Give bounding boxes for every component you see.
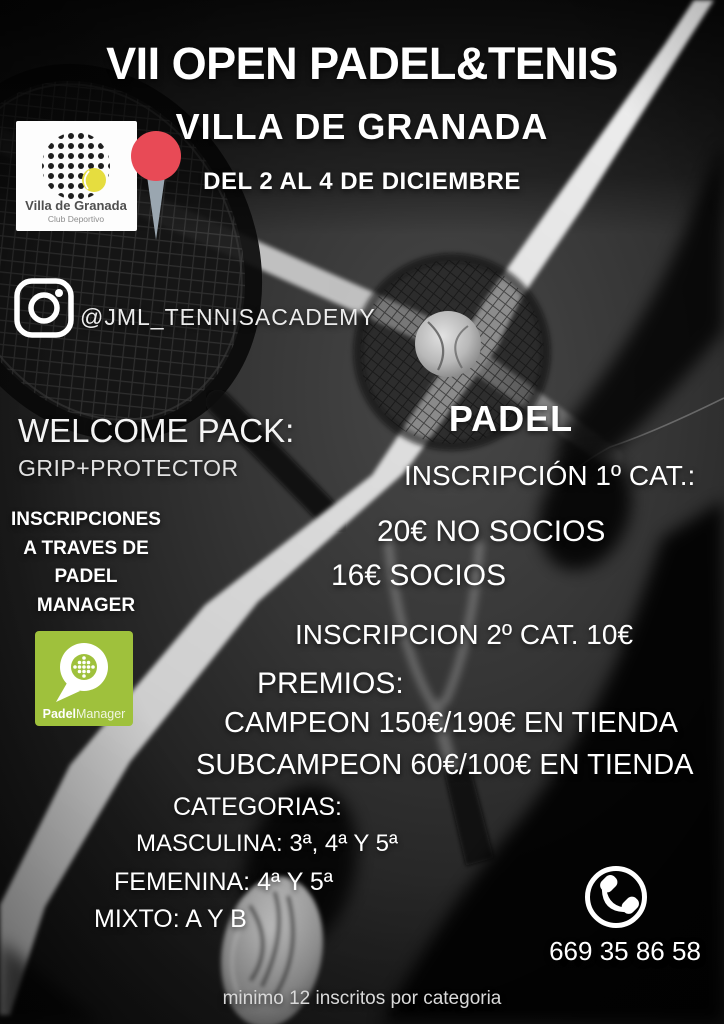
category-mixto: MIXTO: A Y B [94, 905, 247, 933]
category-femenina: FEMENINA: 4ª Y 5ª [114, 868, 334, 896]
inscriptions-note-line: PADEL [54, 566, 118, 587]
footer-note: minimo 12 inscritos por categoria [222, 988, 502, 1009]
poster-dates: DEL 2 AL 4 DE DICIEMBRE [203, 168, 521, 195]
inscription-cat2: INSCRIPCION 2º CAT. 10€ [295, 619, 634, 650]
inscriptions-note-line: MANAGER [36, 594, 136, 616]
padelmanager-wordmark-light: Manager [76, 707, 126, 721]
poster-title: VII OPEN PADEL&TENIS [106, 38, 618, 89]
padelmanager-wordmark-bold: Padel [42, 707, 77, 721]
premio-subcampeon: SUBCAMPEON 60€/100€ EN TIENDA [196, 749, 694, 781]
map-pin-head [131, 131, 181, 181]
price-socios: 16€ SOCIOS [331, 559, 507, 592]
category-masculina: MASCULINA: 3ª, 4ª Y 5ª [136, 830, 398, 857]
inscriptions-note-line: A TRAVES DE [23, 537, 149, 559]
inscription-cat1-label: INSCRIPCIÓN 1º CAT.: [404, 460, 696, 491]
map-pin-icon [126, 128, 186, 250]
welcome-pack-contents: GRIP+PROTECTOR [18, 455, 239, 481]
welcome-pack-title: WELCOME PACK: [18, 412, 295, 449]
club-logo-subtitle: Club Deportivo [47, 214, 105, 224]
instagram-handle: @JML_TENNISACADEMY [80, 304, 376, 330]
instagram-icon [12, 276, 76, 340]
padelmanager-logo [35, 631, 133, 727]
inscriptions-note-line: INSCRIPCIONES [11, 509, 161, 530]
categories-heading: CATEGORIAS: [173, 793, 343, 821]
padelmanager-wordmark [43, 707, 126, 721]
premio-campeon: CAMPEON 150€/190€ EN TIENDA [224, 707, 678, 739]
poster-subtitle: VILLA DE GRANADA [175, 106, 549, 147]
club-logo-card [16, 121, 137, 231]
club-logo-name: Villa de Granada [25, 198, 127, 213]
phone-number: 669 35 86 58 [549, 936, 701, 966]
premios-label: PREMIOS: [257, 667, 404, 700]
price-no-socios: 20€ NO SOCIOS [377, 515, 606, 548]
padel-heading: PADEL [448, 398, 574, 439]
map-pin-stem [147, 176, 165, 240]
inscriptions-note [4, 506, 168, 620]
phone-icon [583, 864, 649, 930]
